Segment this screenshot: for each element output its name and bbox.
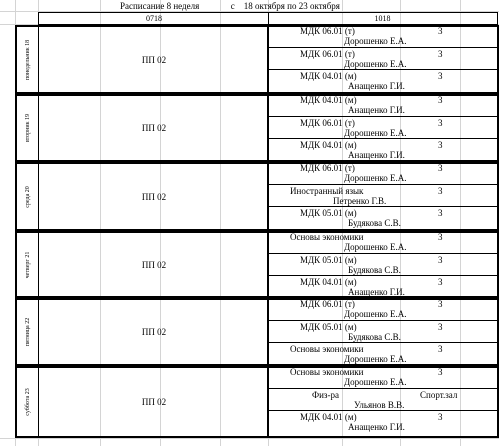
lesson-code: ПП 02 xyxy=(141,327,167,337)
day-label xyxy=(18,25,38,94)
lesson-code: ПП 02 xyxy=(141,123,167,133)
lesson-subject: МДК 04.01 (м) xyxy=(300,95,357,105)
lesson-teacher: Петренко Г.В. xyxy=(333,196,387,206)
lesson-hours: 3 xyxy=(438,344,443,354)
lesson-subject: МДК 04.01 (м) xyxy=(300,412,357,422)
lesson-cell xyxy=(268,69,497,91)
day-name: четверг 21 xyxy=(25,251,31,278)
lesson-cell xyxy=(268,388,497,410)
lesson-hours: 3 xyxy=(438,322,443,332)
group-0718-lesson xyxy=(40,231,268,298)
group-0718-lesson xyxy=(40,94,268,162)
group-0718-lesson xyxy=(40,298,268,366)
lesson-subject: МДК 04.01 (м) xyxy=(300,277,357,287)
day-divider xyxy=(38,231,39,298)
lesson-hours: 3 xyxy=(438,232,443,242)
lesson-cell xyxy=(268,342,497,364)
group-0718-lesson xyxy=(40,25,268,94)
lesson-cell xyxy=(268,162,497,184)
lesson-teacher: Дорошенко Е.А. xyxy=(344,36,407,46)
lesson-teacher: Дорошенко Е.А. xyxy=(344,354,407,364)
lesson-code: ПП 02 xyxy=(141,191,167,202)
day-name: среда 20 xyxy=(25,185,31,208)
lesson-code: ПП 02 xyxy=(141,54,167,65)
day-label xyxy=(18,366,38,438)
day-divider xyxy=(38,25,39,94)
day-divider xyxy=(38,162,39,231)
day-name: понедельник 18 xyxy=(25,39,31,80)
lesson-cell xyxy=(268,231,497,253)
lesson-hours: 3 xyxy=(438,412,443,422)
schedule-title: Расписание 8 неделя с 18 октября по 23 октября xyxy=(120,1,340,11)
lesson-hours: 3 xyxy=(438,208,443,218)
day-divider xyxy=(38,94,39,162)
lesson-subject: Основы экономики xyxy=(290,232,364,242)
lesson-teacher: Дорошенко Е.А. xyxy=(344,242,407,252)
lesson-teacher: Дорошенко Е.А. xyxy=(344,173,407,183)
day-name: пятница 22 xyxy=(25,317,31,347)
lesson-hours: 3 xyxy=(438,299,443,309)
lesson-hours: 3 xyxy=(438,367,443,377)
lesson-subject: Основы экономики xyxy=(290,344,364,354)
lesson-teacher: Дорошенко Е.А. xyxy=(344,309,407,319)
lesson-hours: 3 xyxy=(438,26,443,36)
lesson-cell xyxy=(268,184,497,206)
lesson-cell xyxy=(268,116,497,138)
lesson-cell xyxy=(268,253,497,275)
lesson-teacher: Анащенко Г.И. xyxy=(348,287,405,297)
lesson-teacher: Дорошенко Е.А. xyxy=(344,377,407,387)
lesson-cell xyxy=(268,138,497,160)
lesson-cell xyxy=(268,47,497,69)
group-0718-lesson xyxy=(40,366,268,438)
lesson-cell xyxy=(268,320,497,342)
lesson-hours: 3 xyxy=(438,277,443,287)
lesson-subject: МДК 04.01 (м) xyxy=(300,140,357,150)
day-label xyxy=(18,94,38,162)
group-0718-lesson xyxy=(40,162,268,231)
lesson-hours: 3 xyxy=(438,95,443,105)
lesson-subject: МДК 06.01 (т) xyxy=(300,163,355,173)
lesson-hours: 3 xyxy=(438,255,443,265)
lesson-subject: Иностранный язык xyxy=(290,186,364,196)
lesson-teacher: Будякова С.В. xyxy=(348,265,401,275)
lesson-hours: 3 xyxy=(438,49,443,59)
lesson-cell xyxy=(268,275,497,297)
lesson-cell xyxy=(268,25,497,47)
lesson-cell xyxy=(268,206,497,228)
day-label xyxy=(18,162,38,231)
lesson-teacher: Анащенко Г.И. xyxy=(348,105,405,115)
lesson-subject: МДК 06.01 (т) xyxy=(300,299,355,309)
lesson-hours: 3 xyxy=(438,118,443,128)
lesson-subject: МДК 04.01 (м) xyxy=(300,71,357,81)
lesson-subject: Физ-ра xyxy=(312,390,339,400)
lesson-hours: 3 xyxy=(438,163,443,173)
lesson-cell xyxy=(268,94,497,116)
day-name: суббота 23 xyxy=(25,388,31,416)
lesson-hours: 3 xyxy=(438,186,443,196)
day-label xyxy=(18,298,38,366)
lesson-subject: МДК 05.01 (м) xyxy=(300,208,357,218)
lesson-teacher: Анащенко Г.И. xyxy=(348,81,405,91)
lesson-subject: МДК 05.01 (м) xyxy=(300,322,357,332)
lesson-cell xyxy=(268,298,497,320)
lesson-subject: МДК 06.01 (т) xyxy=(300,26,355,36)
lesson-hours: 3 xyxy=(438,71,443,81)
lesson-teacher: Дорошенко Е.А. xyxy=(344,59,407,69)
lesson-teacher: Анащенко Г.И. xyxy=(348,422,405,432)
lesson-subject: МДК 06.01 (т) xyxy=(300,118,355,128)
day-divider xyxy=(38,298,39,366)
lesson-teacher: Будякова С.В. xyxy=(348,332,401,342)
group-header-1018: 1018 xyxy=(374,14,391,23)
lesson-room: Спорт.зал xyxy=(420,390,458,400)
lesson-cell xyxy=(268,366,497,388)
lesson-code: ПП 02 xyxy=(141,397,167,407)
lesson-subject: МДК 05.01 (м) xyxy=(300,255,357,265)
lesson-teacher: Дорошенко Е.А. xyxy=(344,128,407,138)
day-label xyxy=(18,231,38,298)
lesson-teacher: Ульянов В.В. xyxy=(354,400,405,410)
lesson-subject: МДК 06.01 (т) xyxy=(300,49,355,59)
lesson-teacher: Анащенко Г.И. xyxy=(348,150,405,160)
day-divider xyxy=(38,366,39,438)
lesson-code: ПП 02 xyxy=(141,259,167,270)
lesson-hours: 3 xyxy=(438,140,443,150)
lesson-teacher: Будякова С.В. xyxy=(348,218,401,228)
group-header-0718: 0718 xyxy=(146,14,162,23)
lesson-cell xyxy=(268,410,497,432)
day-name: вторник 19 xyxy=(25,113,31,143)
lesson-subject: Основы экономики xyxy=(290,367,364,377)
